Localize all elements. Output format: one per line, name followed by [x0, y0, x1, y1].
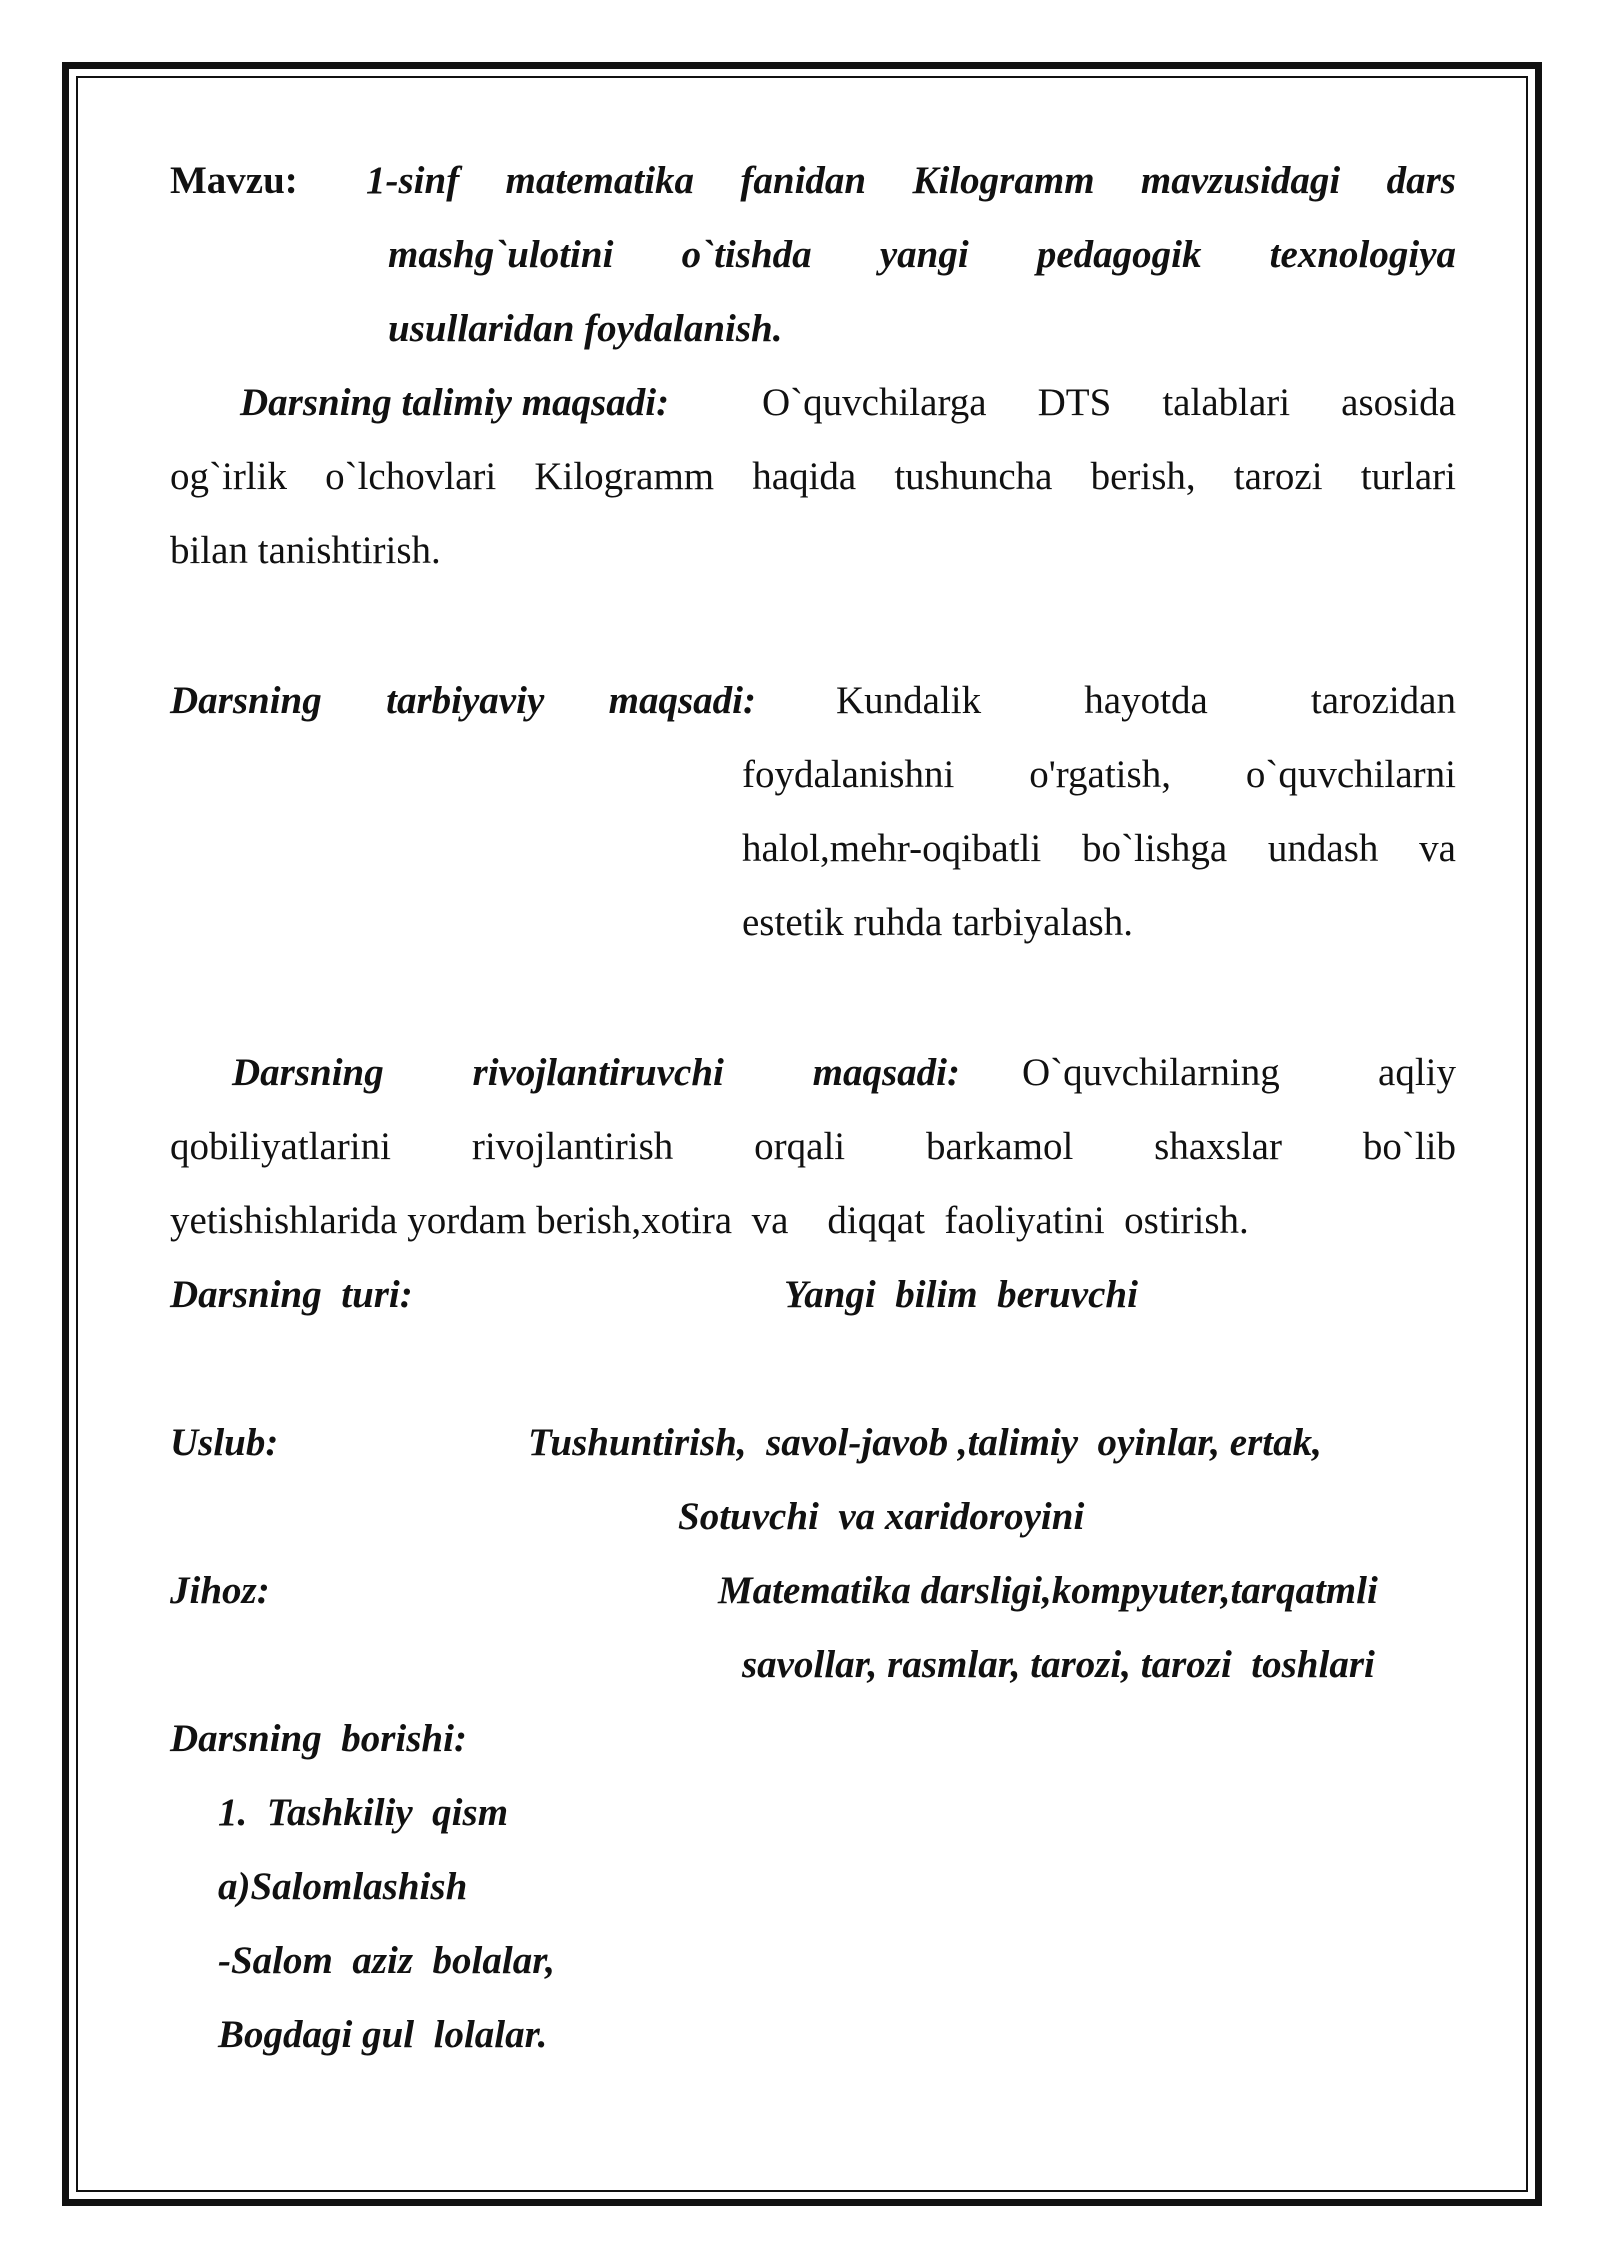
equipment-line-2: savollar, rasmlar, tarozi, tarozi toshlari	[742, 1643, 1375, 1686]
lesson-progress-label: Darsning borishi:	[170, 1717, 467, 1760]
development-goal-line-1: O`quvchilarning aqliy	[1022, 1051, 1456, 1094]
lesson-progress-item: Bogdagi gul lolalar.	[218, 2013, 548, 2056]
topic-line-1: 1-sinf matematika fanidan Kilogramm mavzusidagi dars	[366, 159, 1456, 202]
educational-goal-label: Darsning talimiy maqsadi:	[240, 381, 670, 424]
lesson-progress-item: -Salom aziz bolalar,	[218, 1939, 555, 1982]
equipment-line-1: Matematika darsligi,kompyuter,tarqatmli	[718, 1569, 1378, 1612]
development-goal-line-2: qobiliyatlarini rivojlantirish orqali barkamol shaxslar bo`lib	[170, 1125, 1456, 1168]
upbringing-goal-label: Darsning tarbiyaviy maqsadi:	[170, 679, 756, 722]
lesson-progress-item: 1. Tashkiliy qism	[218, 1791, 509, 1834]
upbringing-goal-line-3: halol,mehr-oqibatli bo`lishga undash va	[742, 827, 1456, 870]
educational-goal-line-1: O`quvchilarga DTS talablari asosida	[762, 381, 1456, 424]
lesson-progress-item: a)Salomlashish	[218, 1865, 468, 1908]
development-goal-line-3: yetishishlarida yordam berish,xotira va diqqat faoliyatini ostirish.	[170, 1199, 1249, 1242]
method-label: Uslub:	[170, 1421, 279, 1464]
lesson-type-value: Yangi bilim beruvchi	[784, 1273, 1138, 1316]
topic-line-3: usullaridan foydalanish.	[388, 307, 783, 350]
topic-line-2: mashg`ulotini o`tishda yangi pedagogik texnologiya	[388, 233, 1456, 276]
educational-goal-line-2: og`irlik o`lchovlari Kilogramm haqida tushuncha berish, tarozi turlari	[170, 455, 1456, 498]
upbringing-goal-line-1: Kundalik hayotda tarozidan	[836, 679, 1456, 722]
development-goal-label: Darsning rivojlantiruvchi maqsadi:	[232, 1051, 960, 1094]
upbringing-goal-line-4: estetik ruhda tarbiyalash.	[742, 901, 1133, 944]
topic-label: Mavzu:	[170, 159, 298, 202]
equipment-label: Jihoz:	[170, 1569, 270, 1612]
lesson-type-label: Darsning turi:	[170, 1273, 413, 1316]
method-line-1: Tushuntirish, savol-javob ,talimiy oyinlar, ertak,	[528, 1421, 1322, 1464]
educational-goal-line-3: bilan tanishtirish.	[170, 529, 441, 572]
upbringing-goal-line-2: foydalanishni o'rgatish, o`quvchilarni	[742, 753, 1456, 796]
method-line-2: Sotuvchi va xaridoroyini	[678, 1495, 1085, 1538]
